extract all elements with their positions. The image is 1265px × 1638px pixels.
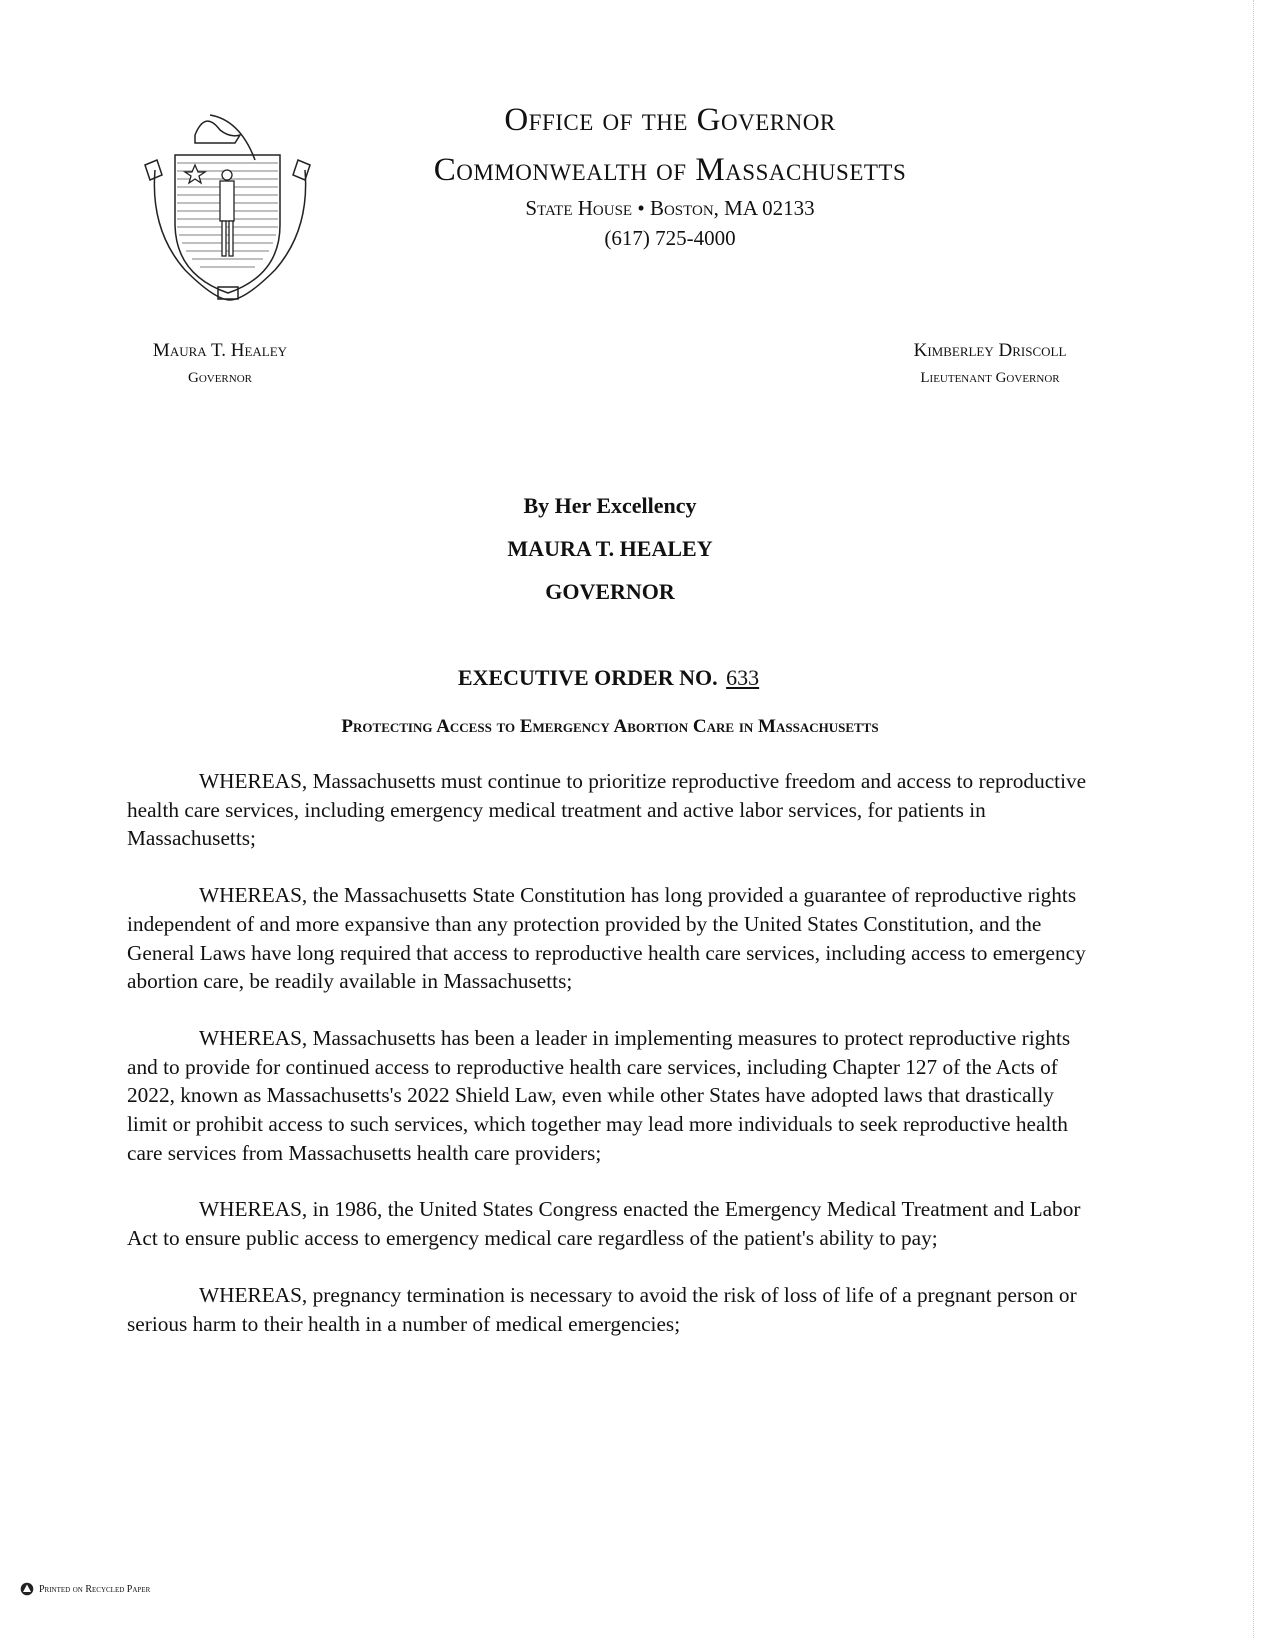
lt-governor-title: Lieutenant Governor: [920, 370, 1060, 386]
heading-line-3: GOVERNOR: [545, 579, 675, 604]
footer: [20, 1582, 150, 1596]
executive-order-heading: [0, 665, 1220, 691]
governor-title: Governor: [187, 370, 252, 386]
executive-order-label: EXECUTIVE ORDER NO.: [457, 665, 718, 690]
scan-edge: [1253, 0, 1255, 1638]
order-title: Protecting Access to Emergency Abortion Care in Massachusetts: [341, 716, 879, 737]
heading-line-1: By Her Excellency: [523, 493, 697, 518]
heading-line-2: MAURA T. HEALEY: [507, 536, 713, 561]
phone: (617) 725-4000: [604, 226, 736, 250]
footer-text: Printed on Recycled Paper: [39, 1583, 151, 1595]
commonwealth-title: Commonwealth of Massachusetts: [433, 152, 907, 188]
executive-order-number: 633: [726, 665, 760, 690]
whereas-paragraph: WHEREAS, the Massachusetts State Constitution has long provided a guarantee of reproductive rights independent of and more expansive than any protection provided by the United States Constitution, and the General Laws have long required that access to reproductive health care services, including access to emergency abortion care, be readily available in Massachusetts;: [127, 883, 1086, 994]
state-seal: [140, 105, 315, 310]
whereas-paragraph: WHEREAS, Massachusetts must continue to prioritize reproductive freedom and access to reproductive health care services, including emergency medical treatment and active labor services, for patients in Massachusetts;: [127, 769, 1087, 851]
office-title: Office of the Governor: [504, 102, 836, 138]
recycle-icon: [20, 1582, 34, 1596]
whereas-paragraph: WHEREAS, pregnancy termination is necessary to avoid the risk of loss of life of a pregnant person or serious harm to their health in a number of medical emergencies;: [127, 1282, 1077, 1336]
governor-name: Maura T. Healey: [152, 340, 288, 361]
address: State House • Boston, MA 02133: [525, 196, 815, 220]
whereas-paragraph: WHEREAS, Massachusetts has been a leader in implementing measures to protect reproductive rights and to provide for continued access to reproductive health care services, including Chapter 127 of the Acts of 2022, known as Massachusetts's 2022 Shield Law, even while other States have adopted laws that drastically limit or prohibit access to such services, which together may lead more individuals to seek reproductive health care services from Massachusetts health care providers;: [127, 1025, 1071, 1165]
lt-governor-name: Kimberley Driscoll: [913, 340, 1067, 361]
order-body: [127, 767, 1087, 1366]
whereas-paragraph: WHEREAS, in 1986, the United States Congress enacted the Emergency Medical Treatment and Labor Act to ensure public access to emergency medical care regardless of the patient's ability to pay;: [127, 1197, 1081, 1251]
massachusetts-seal-icon: [140, 105, 315, 310]
